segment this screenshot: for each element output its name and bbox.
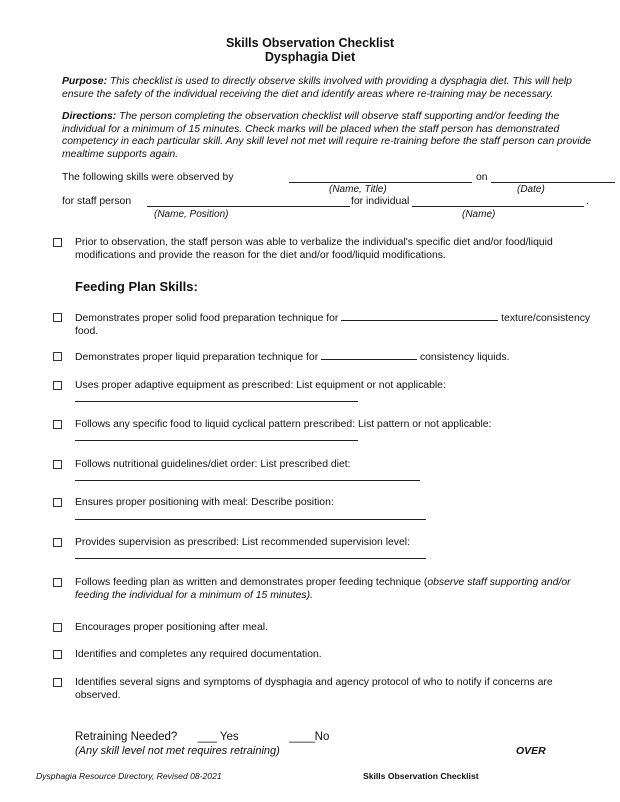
solid-food-text-after: texture/consistency food. [75, 313, 591, 337]
page-subtitle: Dysphagia Diet [264, 50, 356, 64]
equipment-checkbox[interactable] [53, 381, 62, 390]
solid-food-blank[interactable] [341, 311, 498, 321]
over-label: OVER [516, 745, 546, 757]
section-heading: Feeding Plan Skills: [75, 279, 198, 294]
solid-food-checkbox[interactable] [53, 313, 62, 322]
purpose-text: This checklist is used to directly observe skills involved with providing a dysphagia diet. This will help ensure the safety of the individual receiving the diet and identify areas where re-training may be necessary. [62, 76, 572, 100]
supervision-line[interactable] [75, 558, 426, 559]
name-position-hint: (Name, Position) [154, 209, 229, 220]
feeding-plan-item [75, 576, 595, 602]
supervision-text: Provides supervision as prescribed: List recommended supervision level: [75, 537, 410, 548]
directions-label: Directions: [62, 111, 117, 122]
directions-text: The person completing the observation checklist will observe staff supporting and/or feeding the individual for a minimum of 15 minutes. Check marks will be placed when the staff person has demonstrated competency in each particular skill. Any skill level not met will require re-training before the staff person can provide mealtime supports again. [62, 111, 592, 160]
no-label: No [314, 731, 330, 743]
yes-label: Yes [219, 731, 239, 743]
supervision-checkbox[interactable] [53, 538, 62, 547]
feeding-plan-checkbox[interactable] [53, 578, 62, 587]
individual-name-field[interactable] [412, 206, 584, 207]
nutrition-checkbox[interactable] [53, 460, 62, 469]
name-title-hint: (Name, Title) [329, 184, 387, 195]
after-meal-text: Encourages proper positioning after meal. [75, 622, 268, 633]
cyclical-checkbox[interactable] [53, 420, 62, 429]
equipment-line[interactable] [75, 401, 358, 402]
end-period: . [586, 196, 589, 207]
liquid-text-after: consistency liquids. [419, 352, 510, 363]
footer-right: Skills Observation Checklist [363, 771, 479, 781]
nutrition-text: Follows nutritional guidelines/diet order: List prescribed diet: [75, 459, 351, 470]
retraining-row [75, 731, 329, 743]
positioning-text: Ensures proper positioning with meal: Describe position: [75, 497, 334, 508]
signs-text: Identifies several signs and symptoms of dysphagia and agency protocol of who to notify if concerns are observed. [75, 677, 553, 701]
purpose-label: Purpose: [62, 76, 108, 87]
cyclical-line[interactable] [75, 440, 358, 441]
staff-person-field[interactable] [147, 206, 350, 207]
feeding-plan-text: Follows feeding plan as written and demonstrates proper feeding technique ( [75, 577, 428, 588]
prior-text: Prior to observation, the staff person was able to verbalize the individual's specific diet and/or food/liquid modifications and provide the reason for the diet and/or food/liquid modifications. [75, 237, 553, 261]
liquid-checkbox[interactable] [53, 352, 62, 361]
yes-blank[interactable]: ___ [197, 731, 217, 743]
for-individual-label: for individual [351, 196, 410, 207]
observation-date-field[interactable] [491, 182, 615, 183]
cyclical-text: Follows any specific food to liquid cyclical pattern prescribed: List pattern or not applicable: [75, 419, 492, 430]
solid-food-item [75, 311, 595, 338]
positioning-line[interactable] [75, 519, 426, 520]
observer-name-field[interactable] [289, 182, 472, 183]
footer-left: Dysphagia Resource Directory, Revised 08-2021 [36, 771, 222, 781]
retraining-label: Retraining Needed? [75, 731, 178, 743]
positioning-checkbox[interactable] [53, 498, 62, 507]
feeding-plan-italic: observe staff supporting and/or feeding the individual for a minimum of 15 minutes). [75, 577, 571, 601]
directions-paragraph [62, 111, 592, 161]
equipment-text: Uses proper adaptive equipment as prescribed: List equipment or not applicable: [75, 380, 446, 391]
liquid-item [75, 350, 595, 364]
on-label: on [476, 172, 488, 183]
solid-food-text: Demonstrates proper solid food preparation technique for [75, 313, 339, 324]
observed-by-label: The following skills were observed by [62, 172, 234, 183]
liquid-blank[interactable] [321, 350, 417, 360]
retraining-note: (Any skill level not met requires retraining) [75, 745, 280, 757]
liquid-text: Demonstrates proper liquid preparation technique for [75, 352, 319, 363]
nutrition-line[interactable] [75, 480, 420, 481]
prior-checkbox[interactable] [53, 238, 62, 247]
date-hint: (Date) [517, 184, 545, 195]
documentation-checkbox[interactable] [53, 650, 62, 659]
documentation-text: Identifies and completes any required documentation. [75, 649, 322, 660]
signs-checkbox[interactable] [53, 678, 62, 687]
page-title: Skills Observation Checklist [225, 36, 395, 50]
name-hint: (Name) [462, 209, 496, 220]
purpose-paragraph [62, 76, 592, 101]
after-meal-checkbox[interactable] [53, 623, 62, 632]
no-blank[interactable]: ____ [289, 731, 315, 743]
staff-person-label: for staff person [62, 196, 132, 207]
